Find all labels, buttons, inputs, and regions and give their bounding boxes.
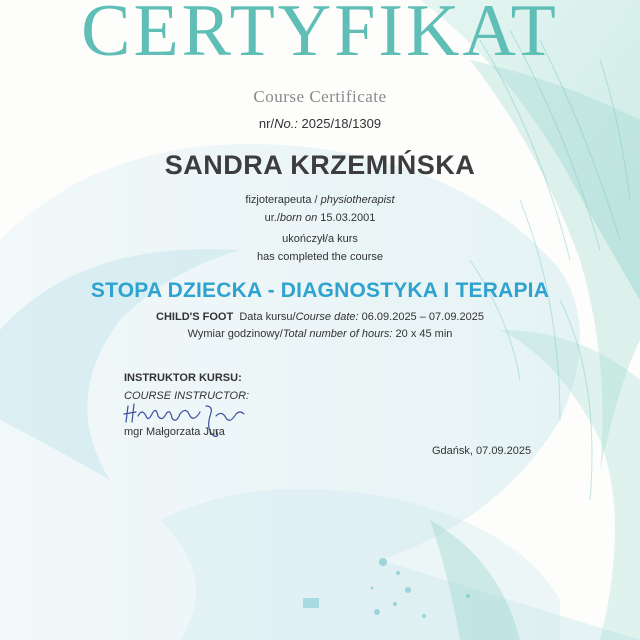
hours-pl: Wymiar godzinowy/ bbox=[187, 328, 283, 340]
place-date: Gdańsk, 07.09.2025 bbox=[432, 445, 532, 457]
profession-line bbox=[0, 194, 640, 206]
course-title-en: CHILD'S FOOT bbox=[156, 311, 234, 323]
recipient-name: SANDRA KRZEMIŃSKA bbox=[164, 150, 476, 180]
profession-en: physiotherapist bbox=[320, 194, 395, 206]
course-date-en: Course date: bbox=[295, 311, 359, 323]
instructor-label-pl: INSTRUKTOR KURSU: bbox=[124, 372, 242, 384]
hours-value: 20 x 45 min bbox=[395, 328, 453, 340]
number-label-en: No.: bbox=[274, 116, 298, 131]
number-label-pl: nr/ bbox=[258, 116, 275, 131]
certificate-subtitle: Course Certificate bbox=[253, 87, 387, 106]
instructor-name: mgr Małgorzata Jura bbox=[124, 426, 225, 438]
course-date-pl: Data kursu/ bbox=[239, 311, 296, 323]
profession-pl: fizjoterapeuta / bbox=[245, 194, 321, 206]
born-en: born on bbox=[279, 212, 318, 224]
born-pl: ur./ bbox=[264, 212, 280, 224]
certificate-title: CERTYFIKAT bbox=[81, 0, 559, 72]
instructor-label-en-text: COURSE INSTRUCTOR: bbox=[124, 390, 250, 402]
hours-line bbox=[0, 328, 640, 340]
number-value: 2025/18/1309 bbox=[301, 116, 382, 131]
certificate-number bbox=[0, 116, 640, 131]
course-dates: 06.09.2025 – 07.09.2025 bbox=[361, 311, 484, 323]
course-title: STOPA DZIECKA - DIAGNOSTYKA I TERAPIA bbox=[90, 279, 550, 302]
born-date: 15.03.2001 bbox=[320, 212, 376, 224]
completed-en: has completed the course bbox=[257, 251, 383, 263]
course-date-line bbox=[0, 311, 640, 323]
hours-en: Total number of hours: bbox=[282, 328, 393, 340]
birth-line bbox=[0, 212, 640, 224]
completed-pl: ukończył/a kurs bbox=[282, 233, 358, 245]
